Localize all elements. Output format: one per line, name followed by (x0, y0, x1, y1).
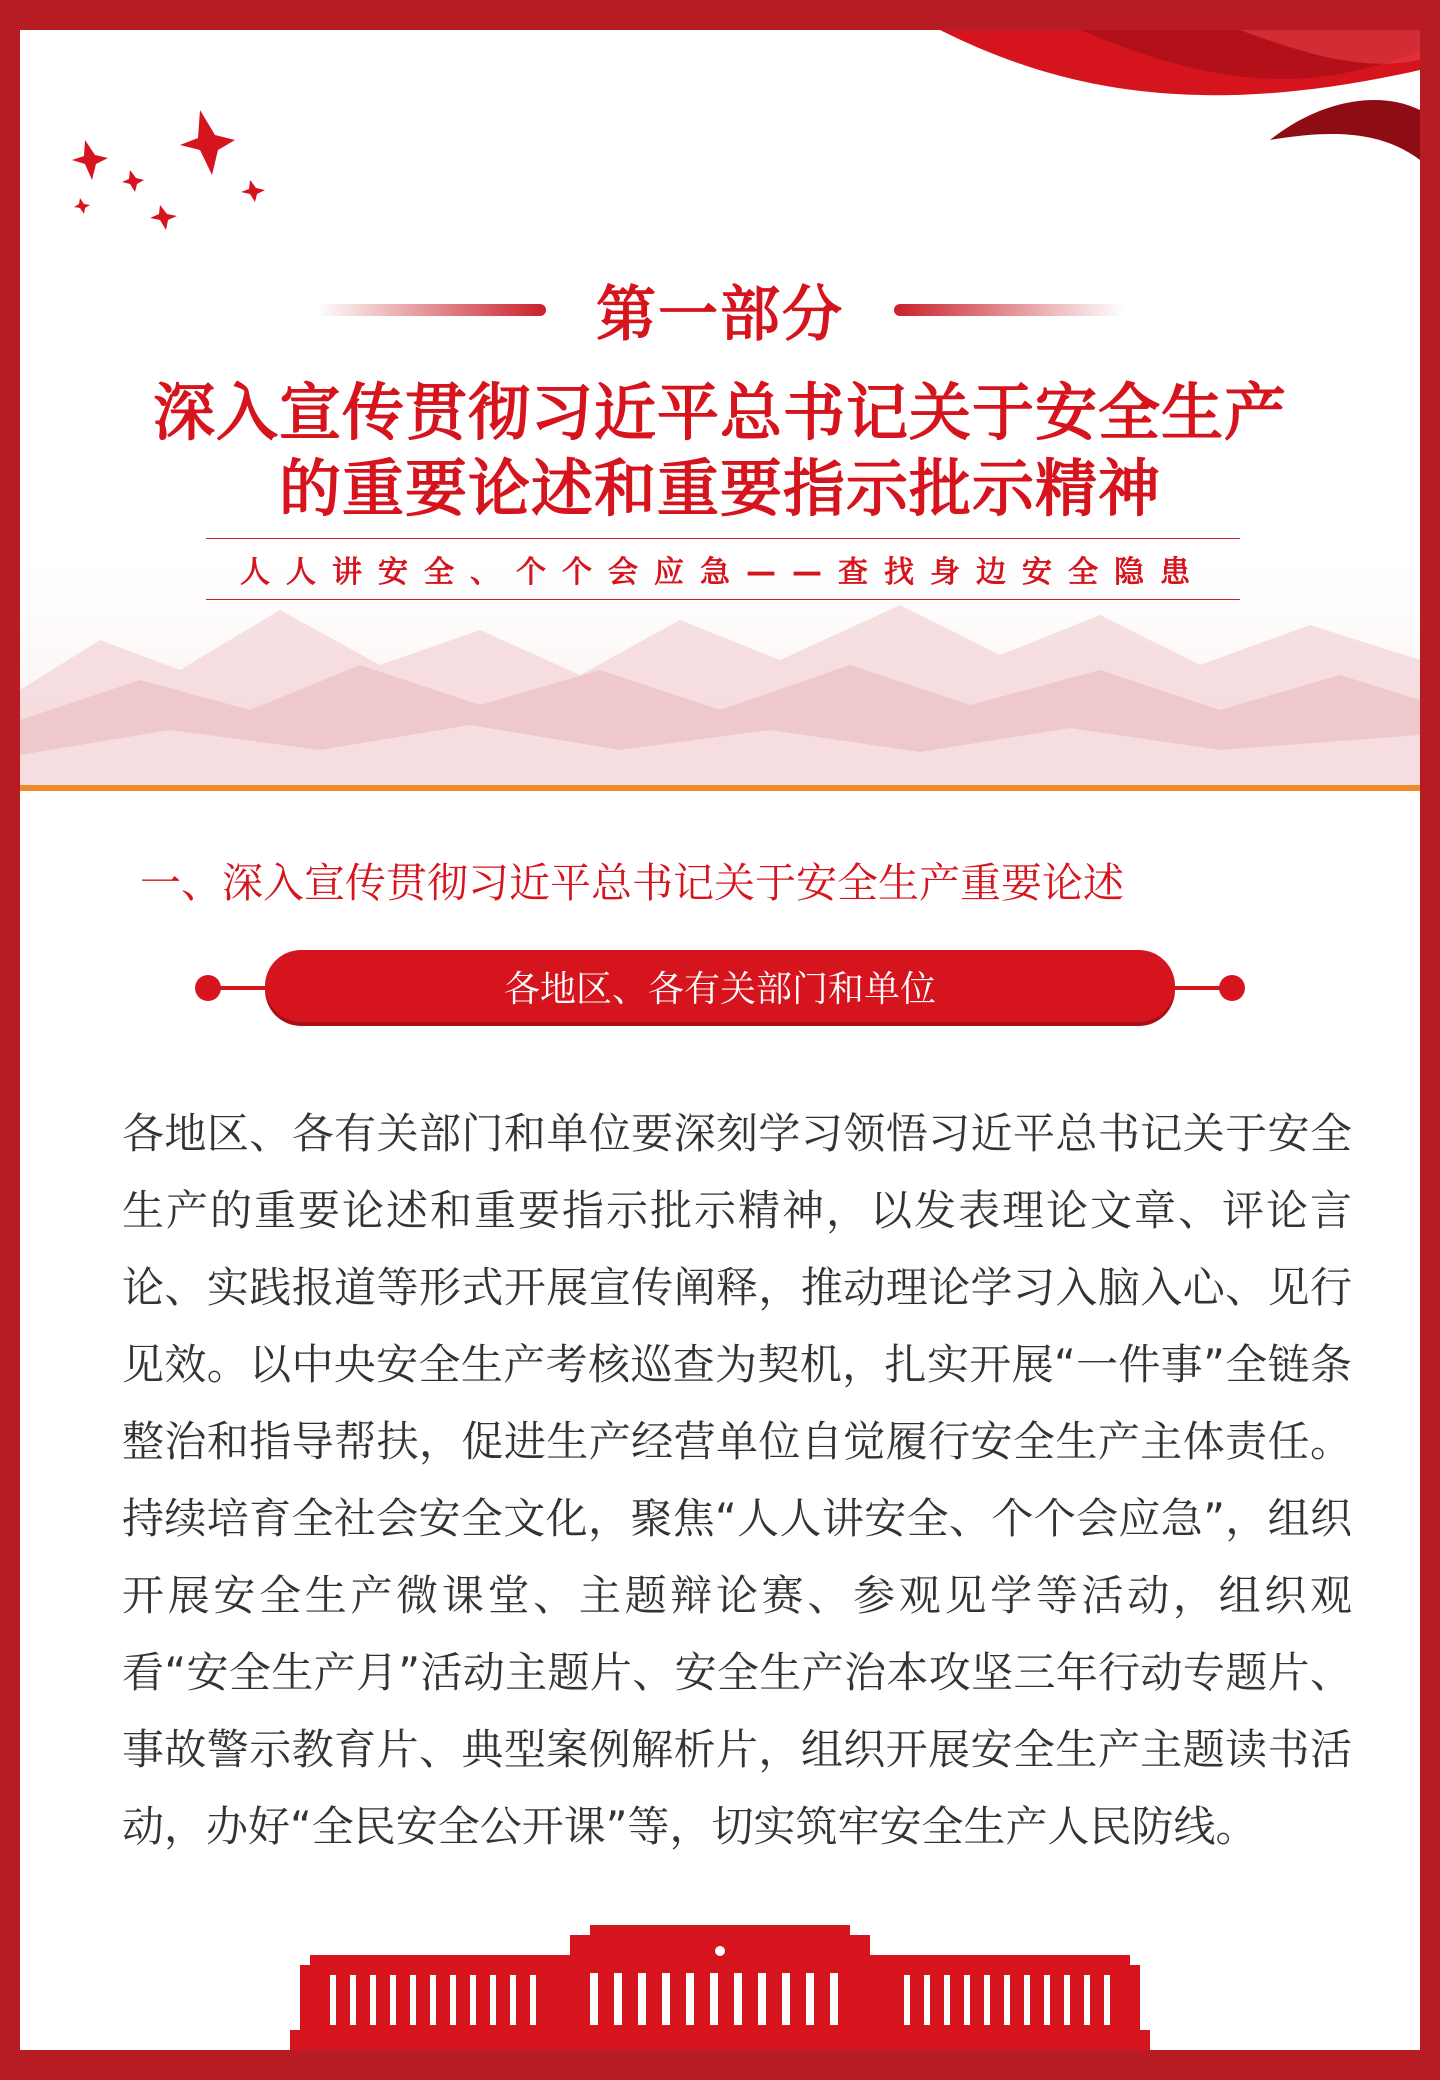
decorative-line-right (894, 304, 1124, 316)
body-paragraph: 各地区、各有关部门和单位要深刻学习领悟习近平总书记关于安全生产的重要论述和重要指示批示精神，以发表理论文章、评论言论、实践报道等形式开展宣传阐释，推动理论学习入脑入心、见行见效。以中央安全生产考核巡查为契机，扎实开展“一件事”全链条整治和指导帮扶，促进生产经营单位自觉履行安全生产主体责任。持续培育全社会安全文化，聚焦“人人讲安全、个个会应急”，组织开展安全生产微课堂、主题辩论赛、参观见学等活动，组织观看“安全生产月”活动主题片、安全生产治本攻坚三年行动专题片、事故警示教育片、典型案例解析片，组织开展安全生产主题读书活动，办好“全民安全公开课”等，切实筑牢安全生产人民防线。 (122, 1109, 1352, 1851)
main-title-line-1: 深入宣传贯彻习近平总书记关于安全生产 (152, 376, 1287, 449)
decorative-line-left (316, 304, 546, 316)
flying-birds-icon (50, 80, 290, 240)
main-title-line-2: 的重要论述和重要指示批示精神 (278, 452, 1161, 525)
mountain-landscape (20, 570, 1420, 785)
pill-dot-right (1219, 975, 1245, 1001)
red-ribbon-swoosh (940, 30, 1420, 170)
part-title-row (20, 270, 1420, 350)
slogan-text: 人人讲安全、个个会应急——查找身边安全隐患 (240, 555, 1206, 590)
header-section (20, 30, 1420, 785)
main-title (20, 375, 1420, 527)
poster-frame (20, 30, 1420, 2050)
pill-label: 各地区、各有关部门和单位 (265, 950, 1175, 1022)
section-heading: 一、深入宣传贯彻习近平总书记关于安全生产重要论述 (140, 859, 1124, 907)
great-hall-building-icon (290, 1925, 1150, 2050)
pill-banner (195, 950, 1245, 1026)
part-title: 第一部分 (596, 280, 844, 350)
section-divider (20, 785, 1420, 791)
